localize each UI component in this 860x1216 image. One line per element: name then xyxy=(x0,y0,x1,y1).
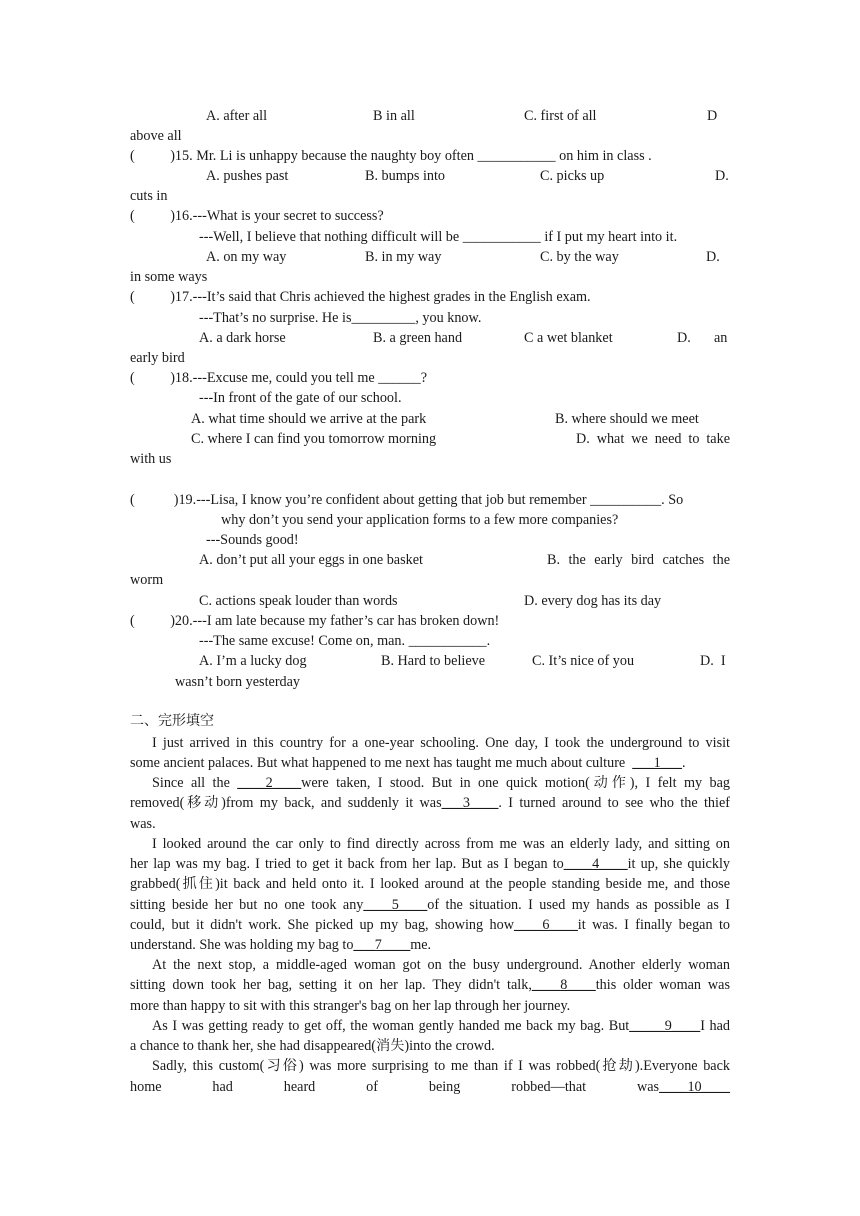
q20-option-c: C. It’s nice of you xyxy=(532,653,635,669)
q17-option-a: A. a dark horse xyxy=(199,330,286,346)
q16-stem: ( )16.---What is your secret to success? xyxy=(130,208,384,224)
passage-line: could, but it didn't work. She picked up my bag, showing how____6____it was. I finally began to xyxy=(130,917,730,933)
q17-option-d-cont: early bird xyxy=(130,350,185,366)
passage-line: her lap was my bag. I tried to get it back from her lap. But as I began to____4____it up, she quickly xyxy=(130,856,730,872)
q19-option-b-cont: worm xyxy=(130,572,164,588)
q14-option-c: C. first of all xyxy=(524,108,597,124)
q15-option-b: B. bumps into xyxy=(365,168,446,184)
q17-line2: ---That’s no surprise. He is_________, you know. xyxy=(199,310,482,326)
q16-option-a: A. on my way xyxy=(206,249,287,265)
passage-line: I looked around the car only to find directly across from me was an elderly lady, and sitting on xyxy=(152,836,730,852)
blank-8: ____8____ xyxy=(531,977,596,993)
q14-option-d-cont: above all xyxy=(130,128,182,144)
passage-line: sitting beside her but no one took any____5____of the situation. I used my hands as possible as I xyxy=(130,897,730,913)
q17-stem: ( )17.---It’s said that Chris achieved the highest grades in the English exam. xyxy=(130,289,591,305)
q16-option-d-cont: in some ways xyxy=(130,269,208,285)
q16-option-b: B. in my way xyxy=(365,249,442,265)
q20-option-a: A. I’m a lucky dog xyxy=(199,653,307,669)
passage-line: more than happy to sit with this stranger's bag on her lap through her journey. xyxy=(130,998,571,1014)
passage-line: As I was getting ready to get off, the woman gently handed me back my bag. But_____9____I had xyxy=(152,1018,730,1034)
passage-line: understand. She was holding my bag to___7____me. xyxy=(130,937,432,953)
q17-option-d-word: an xyxy=(714,330,728,346)
q15-option-c: C. picks up xyxy=(540,168,605,184)
q19-option-b: B. the early bird catches the xyxy=(547,552,730,568)
blank-5: ____5____ xyxy=(363,897,428,913)
q20-line2: ---The same excuse! Come on, man. ___________. xyxy=(199,633,491,649)
q14-option-a: A. after all xyxy=(206,108,268,124)
q18-option-b: B. where should we meet xyxy=(555,411,699,427)
q18-option-d-cont: with us xyxy=(130,451,172,467)
q18-stem: ( )18.---Excuse me, could you tell me ______? xyxy=(130,370,428,386)
passage-line: At the next stop, a middle-aged woman got on the busy underground. Another elderly woman xyxy=(152,957,730,973)
q20-stem: ( )20.---I am late because my father’s car has broken down! xyxy=(130,613,500,629)
q20-option-b: B. Hard to believe xyxy=(381,653,486,669)
q14-option-b: B in all xyxy=(373,108,415,124)
q19-option-a: A. don’t put all your eggs in one basket xyxy=(199,552,423,568)
q18-option-c: C. where I can find you tomorrow morning xyxy=(191,431,437,447)
q17-option-d: D. xyxy=(677,330,691,346)
q15-option-d-cont: cuts in xyxy=(130,188,168,204)
passage-line: some ancient palaces. But what happened to me next has taught me much about culture ___1___. xyxy=(130,755,686,771)
blank-10: ____10____ xyxy=(659,1079,730,1095)
q19-option-c: C. actions speak louder than words xyxy=(199,593,398,609)
q19-line3: ---Sounds good! xyxy=(206,532,299,548)
q19-stem: ( )19.---Lisa, I know you’re confident about getting that job but remember __________. So xyxy=(130,492,684,508)
q19-option-d: D. every dog has its day xyxy=(524,593,662,609)
passage-line: sitting down took her bag, setting it on her lap. They didn't talk,____8____this older woman was xyxy=(130,977,730,993)
passage-line: Since all the ____2____were taken, I stood. But in one quick motion(动作), I felt my bag xyxy=(152,775,730,791)
q15-option-d: D. xyxy=(715,168,729,184)
passage-line: home had heard of being robbed—that was____10____ xyxy=(130,1079,730,1095)
q17-option-b: B. a green hand xyxy=(373,330,463,346)
q19-line2: why don’t you send your application forms to a few more companies? xyxy=(221,512,619,528)
q18-option-a: A. what time should we arrive at the park xyxy=(191,411,427,427)
blank-3: ___3____ xyxy=(441,795,499,811)
blank-6: ____6____ xyxy=(513,917,578,933)
q20-option-d-cont: wasn’t born yesterday xyxy=(175,674,301,690)
q15-option-a: A. pushes past xyxy=(206,168,289,184)
q16-option-d: D. xyxy=(706,249,720,265)
q17-option-c: C a wet blanket xyxy=(524,330,613,346)
q18-line2: ---In front of the gate of our school. xyxy=(199,390,402,406)
passage-line: removed(移动)from my back, and suddenly it was___3____. I turned around to see who the thief xyxy=(130,795,730,811)
blank-9: _____9____ xyxy=(629,1018,701,1034)
blank-7: ___7____ xyxy=(353,937,411,953)
q14-option-d: D xyxy=(707,108,718,124)
q16-line2: ---Well, I believe that nothing difficult will be ___________ if I put my heart into it. xyxy=(199,229,678,245)
q18-option-d: D. what we need to take xyxy=(576,431,730,447)
blank-1: ___1___ xyxy=(632,755,682,771)
passage-line: grabbed(抓住)it back and held onto it. I looked around at the people standing beside me, and those xyxy=(130,876,730,892)
blank-4: ____4____ xyxy=(563,856,628,872)
q16-option-c: C. by the way xyxy=(540,249,619,265)
passage-line: Sadly, this custom(习俗) was more surprising to me than if I was robbed(抢劫).Everyone back xyxy=(152,1058,730,1074)
passage-line: I just arrived in this country for a one-year schooling. One day, I took the underground to visit xyxy=(152,735,730,751)
q15-stem: ( )15. Mr. Li is unhappy because the naughty boy often ___________ on him in class . xyxy=(130,148,652,164)
q20-option-d: D. I xyxy=(700,653,726,669)
blank-2: ____2____ xyxy=(237,775,302,791)
passage-line: a chance to thank her, she had disappeared(消失)into the crowd. xyxy=(130,1038,495,1054)
section-heading: 二、完形填空 xyxy=(130,713,214,729)
passage-line: was. xyxy=(130,816,156,832)
